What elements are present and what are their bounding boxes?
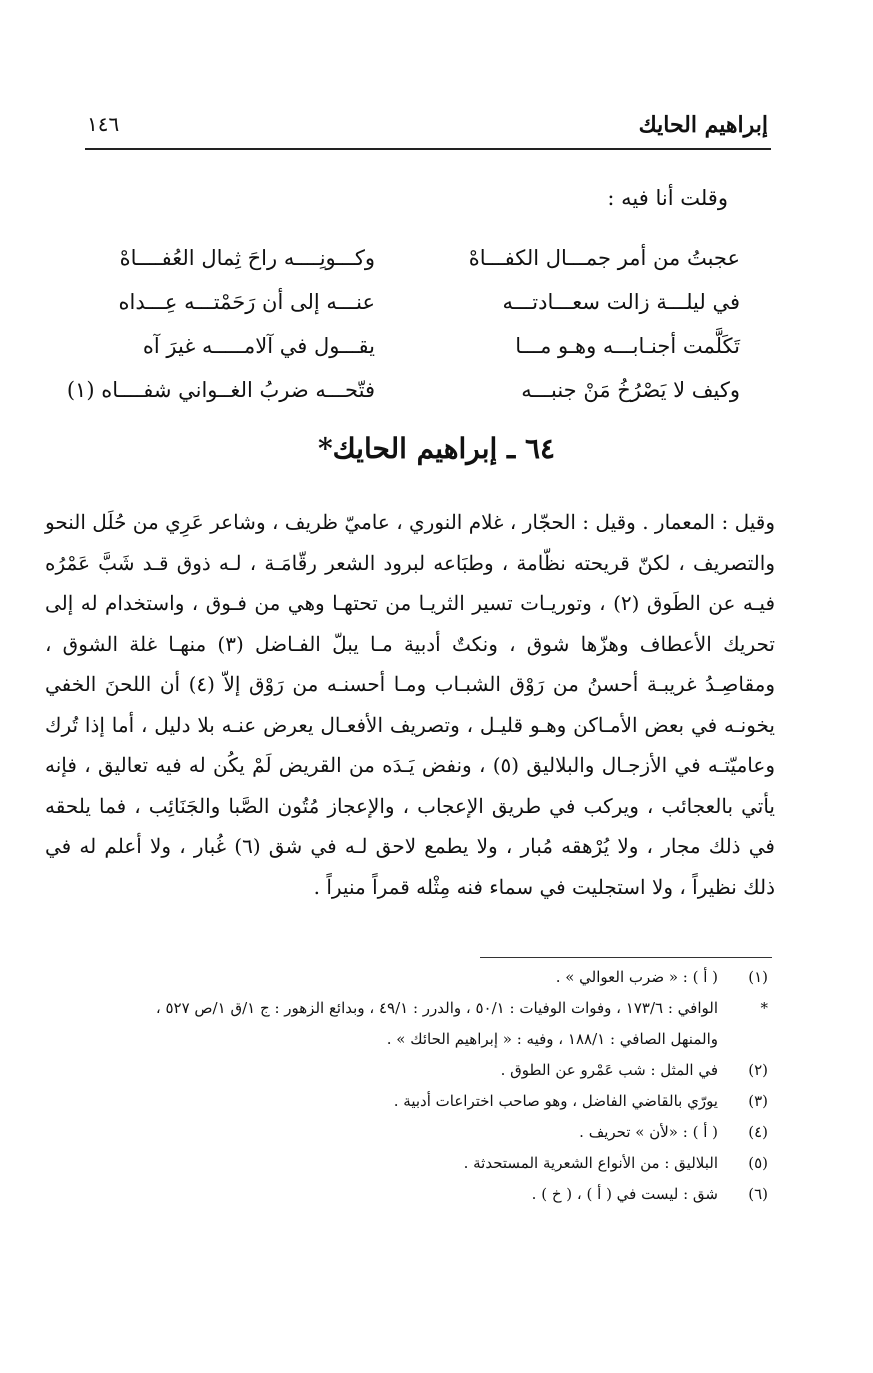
poem [66,236,740,412]
page-number: ١٤٦ [87,112,120,136]
page-header [85,108,770,144]
footnote [20,1024,768,1055]
footnote [20,1086,768,1117]
footnotes [20,962,768,1210]
running-head: إبراهيم الحايك [638,112,768,138]
poem-verse [66,368,740,412]
footnote-mark: (٢) [748,1061,768,1079]
poem-verse [70,280,740,324]
verse-second-hemistich: وكـــونِــــه راحَ ثِمال العُفــــاهْ [119,246,375,270]
footnote-text: في المثل : شب عَمْرو عن الطوق . [500,1061,718,1079]
footnote-text: شق : ليست في ( أ ) ، ( خ ) . [531,1185,718,1203]
verse-second-hemistich: عنـــه إلى أن رَحَمْتـــه عِـــداه [118,290,375,314]
verse-first-hemistich: عجبتُ من أمر جمـــال الكفـــاهْ [468,246,740,270]
footnote [20,962,768,993]
entry-title: ٦٤ ـ إبراهيم الحايك* [317,432,556,465]
footnote [20,1117,768,1148]
footnote-mark: * [760,999,768,1017]
footnote [20,993,768,1024]
footnote-mark: (٤) [748,1123,768,1141]
footnote-text: والمنهل الصافي : ١٨٨/١ ، وفيه : « إبراهيم الحائك » . [386,1030,718,1048]
footnote-text: الوافي : ١٧٣/٦ ، وفوات الوفيات : ٥٠/١ ، والدرر : ٤٩/١ ، وبدائع الزهور : ج ١/ق ١/ص ٥٢٧ ، [155,999,718,1017]
footnote [20,1055,768,1086]
footnote-mark: (١) [748,968,768,986]
footnote-mark: (٥) [748,1154,768,1172]
verse-second-hemistich: فتّحـــه ضربُ الغــواني شفــــاه (١) [66,378,375,402]
footnote-text: البلاليق : من الأنواع الشعرية المستحدثة . [463,1154,718,1172]
poem-intro: وقلت أنا فيه : [607,186,728,210]
poem-verse [70,324,740,368]
verse-second-hemistich: يقـــول في آلامـــــه غيرَ آه [142,334,375,358]
verse-first-hemistich: في ليلـــة زالت سعـــادتـــه [502,290,740,314]
footnote [20,1148,768,1179]
footnote-mark: (٣) [748,1092,768,1110]
footnote-mark [718,1024,768,1055]
footnote-text: يورّي بالقاضي الفاضل ، وهو صاحب اختراعات أدبية . [393,1092,718,1110]
footnote-mark: (٦) [748,1185,768,1203]
footnote [20,1179,768,1210]
biography-paragraph: وقيل : المعمار . وقيل : الحجّار ، غلام النوري ، عاميّ ظريف ، وشاعر عَرِي من حُلَل النحو والتصريف ، لكنّ قريحته نظّامة ، وطبَاعه لبرود الشعر رقّامَـة ، لـه ذوق قـد شَبَّ عَمْرُه فيـه عن الطَوق (٢) ، وتوريـات تسير الثريـا من تحتهـا وهي من فـوق ، واستخدام له إلى تحريك الأعطاف وهزّها شوق ، ونكتٌ أدبية مـا يبلّ الفـاضل (٣) منهـا غلة الشوق ، ومقاصِـدُ غريبـة أحسنُ من رَوْق الشبـاب ومـا أحسنـه من رَوْق إلاّ (٤) أن اللحنَ الخفي يخونـه في بعض الأمـاكن وهـو قليـل ، وتصريف الأفعـال يعرض عنـه بلا دليل ، أما إذا تُرك وعاميّتـه في الأزجـال والبلاليق (٥) ، ونفض يَـدَه من القريض لَمْ يكُن له فيه تعاليق ، فإنه يأتي بالعجائب ، ويركب في طريق الإعجاب ، والإعجاز مُتُون الصَّبا والجَنَائِب ، فما يلحقه في ذلك مجار ، ولا يُرْهقه مُبار ، ولا يطمع لاحق لـه في شق (٦) غُبار ، ولا أعلم له في ذلك نظيراً ، ولا استجليت في سماء فنه مِثْله قمراً منيراً . [45,510,775,899]
footnote-text: ( أ ) : «لأن » تحريف . [579,1123,718,1141]
poem-verse [70,236,740,280]
footnote-text: ( أ ) : « ضرب العوالي » . [555,968,718,986]
header-rule [85,148,771,150]
footnote-rule [480,957,772,958]
verse-first-hemistich: تَكَلَّمت أجنـابـــه وهـو مـــا [515,334,740,358]
verse-first-hemistich: وكيف لا يَصْرُخُ مَنْ جنبـــه [521,378,740,402]
